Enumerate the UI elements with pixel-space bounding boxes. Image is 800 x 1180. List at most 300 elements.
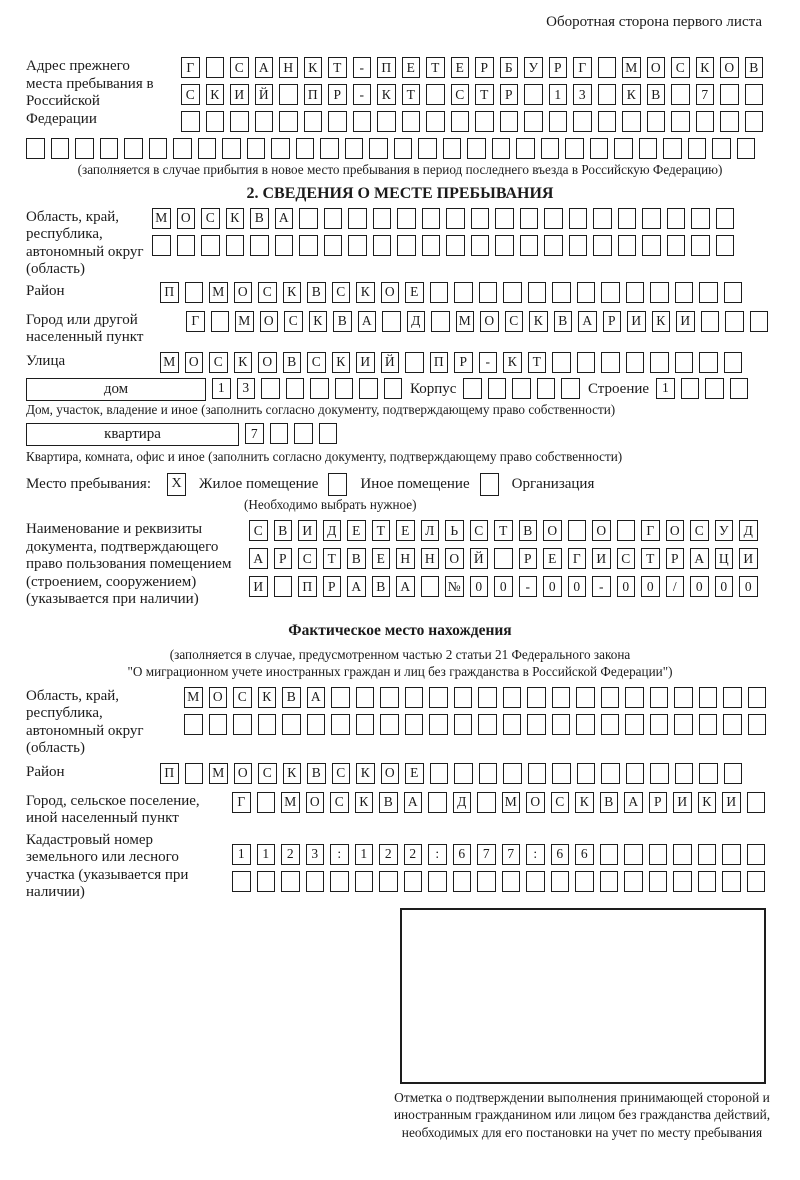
form-cell: Е — [396, 520, 415, 541]
form-cell: В — [283, 352, 302, 373]
form-cell — [369, 138, 388, 159]
form-cell: О — [381, 282, 400, 303]
form-cell — [748, 687, 767, 708]
form-cell — [488, 378, 507, 399]
form-cell — [479, 763, 498, 784]
form-cell — [299, 235, 318, 256]
form-cell — [211, 311, 230, 332]
form-cell — [552, 714, 571, 735]
form-cell — [75, 138, 94, 159]
form-cell — [601, 687, 620, 708]
form-cell — [598, 84, 617, 105]
form-cell: 1 — [656, 378, 675, 399]
form-cell — [716, 208, 735, 229]
actual-location-title: Фактическое место нахождения — [288, 621, 512, 639]
form-cell — [569, 235, 588, 256]
form-cell: С — [258, 282, 277, 303]
cell-row — [160, 282, 742, 303]
form-cell — [503, 714, 522, 735]
option-organization-label: Организация — [511, 475, 595, 492]
form-cell — [152, 235, 171, 256]
form-cell — [601, 763, 620, 784]
form-cell — [747, 871, 766, 892]
form-cell — [478, 714, 497, 735]
field-cadastral — [26, 831, 774, 902]
form-cell: 0 — [470, 576, 489, 597]
form-cell: К — [529, 311, 548, 332]
form-cell: С — [671, 57, 690, 78]
form-cell — [593, 235, 612, 256]
field-district — [26, 282, 774, 303]
form-cell — [471, 208, 490, 229]
form-cell: В — [333, 311, 352, 332]
form-cell: С — [181, 84, 200, 105]
form-cell — [356, 714, 375, 735]
form-cell — [642, 235, 661, 256]
cell-row — [26, 138, 774, 159]
form-cell — [226, 235, 245, 256]
form-cell: К — [356, 282, 375, 303]
form-cell — [198, 138, 217, 159]
form-cell — [674, 714, 693, 735]
form-cell: У — [524, 57, 543, 78]
form-cell — [625, 687, 644, 708]
form-cell: Т — [528, 352, 547, 373]
form-cell: 1 — [549, 84, 568, 105]
form-cell — [601, 352, 620, 373]
form-cell — [598, 111, 617, 132]
form-cell — [405, 714, 424, 735]
form-cell — [471, 235, 490, 256]
form-cell — [222, 138, 241, 159]
form-cell: К — [377, 84, 396, 105]
form-cell — [698, 844, 717, 865]
cell-row — [186, 311, 768, 332]
option-residential-label: Жилое помещение — [199, 475, 319, 492]
form-cell — [691, 208, 710, 229]
form-cell — [307, 714, 326, 735]
form-cell: Р — [328, 84, 347, 105]
form-cell: 3 — [237, 378, 256, 399]
form-cell: И — [627, 311, 646, 332]
form-cell: Й — [255, 84, 274, 105]
form-cell — [503, 687, 522, 708]
form-cell — [520, 235, 539, 256]
form-cell — [479, 282, 498, 303]
prev-address-rows — [181, 57, 763, 138]
form-cell — [428, 871, 447, 892]
form-cell — [271, 138, 290, 159]
form-cell — [428, 792, 447, 813]
cadastral-label: Кадастровый номер земельного или лесного участка (указывается при наличии) — [26, 831, 189, 900]
form-cell: Р — [603, 311, 622, 332]
form-cell — [26, 138, 45, 159]
form-cell — [618, 208, 637, 229]
form-cell — [356, 687, 375, 708]
form-cell: П — [430, 352, 449, 373]
form-cell — [257, 871, 276, 892]
city-label: Город или другой населенный пункт — [26, 311, 144, 345]
form-cell — [279, 111, 298, 132]
form-cell — [443, 138, 462, 159]
form-cell — [404, 871, 423, 892]
form-cell: 0 — [641, 576, 660, 597]
form-cell — [331, 714, 350, 735]
form-cell — [454, 763, 473, 784]
form-cell — [355, 871, 374, 892]
form-cell: К — [304, 57, 323, 78]
form-cell — [247, 138, 266, 159]
prev-address-label: Адрес прежнего места пребывания в Российской Федерации — [26, 58, 154, 127]
form-cell: М — [281, 792, 300, 813]
form-cell: И — [249, 576, 268, 597]
form-cell — [475, 111, 494, 132]
form-cell: 1 — [257, 844, 276, 865]
form-cell: О — [177, 208, 196, 229]
region-rows — [152, 208, 734, 262]
form-cell — [502, 871, 521, 892]
actual-location-note-2: "О миграционном учете иностранных граждан и лиц без гражданства в Российской Федерации") — [127, 664, 673, 679]
form-cell — [324, 208, 343, 229]
cell-row — [181, 111, 763, 132]
form-cell: С — [690, 520, 709, 541]
form-cell: М — [502, 792, 521, 813]
form-cell — [463, 378, 482, 399]
field-city-actual — [26, 792, 774, 828]
form-cell — [549, 111, 568, 132]
form-cell — [516, 138, 535, 159]
form-cell — [257, 792, 276, 813]
form-cell — [524, 111, 543, 132]
form-cell — [286, 378, 305, 399]
form-cell: В — [282, 687, 301, 708]
form-cell: Е — [347, 520, 366, 541]
form-cell: К — [283, 282, 302, 303]
cell-row — [184, 687, 766, 708]
form-cell: О — [306, 792, 325, 813]
cell-row — [232, 844, 765, 865]
form-cell: П — [160, 282, 179, 303]
form-cell: Б — [500, 57, 519, 78]
form-cell: Т — [328, 57, 347, 78]
form-cell: О — [526, 792, 545, 813]
form-cell: А — [307, 687, 326, 708]
form-cell — [454, 687, 473, 708]
form-cell — [698, 871, 717, 892]
form-cell: П — [298, 576, 317, 597]
form-cell — [617, 520, 636, 541]
form-cell: 6 — [453, 844, 472, 865]
form-cell — [681, 378, 700, 399]
form-cell — [492, 138, 511, 159]
checkbox-residential: X — [167, 473, 186, 496]
street-label: Улица — [26, 352, 66, 369]
form-cell — [614, 138, 633, 159]
cell-row — [249, 576, 758, 597]
form-cell: 2 — [404, 844, 423, 865]
form-cell — [626, 352, 645, 373]
form-cell — [573, 111, 592, 132]
form-cell: Д — [407, 311, 426, 332]
form-cell — [675, 763, 694, 784]
form-cell — [261, 378, 280, 399]
form-cell — [359, 378, 378, 399]
form-cell: 2 — [379, 844, 398, 865]
form-cell: М — [209, 763, 228, 784]
option-other-premises-label: Иное помещение — [360, 475, 470, 492]
form-cell: П — [160, 763, 179, 784]
form-cell: К — [309, 311, 328, 332]
region-actual-rows — [184, 687, 766, 741]
form-cell — [737, 138, 756, 159]
form-cell: Е — [372, 548, 391, 569]
form-cell — [446, 208, 465, 229]
form-cell: Д — [323, 520, 342, 541]
form-cell — [600, 844, 619, 865]
form-cell — [281, 871, 300, 892]
form-cell — [722, 844, 741, 865]
form-cell — [720, 111, 739, 132]
form-cell — [565, 138, 584, 159]
form-cell: Н — [421, 548, 440, 569]
form-cell: 7 — [245, 423, 264, 444]
form-cell: 3 — [306, 844, 325, 865]
form-cell — [467, 138, 486, 159]
form-cell: Г — [568, 548, 587, 569]
form-cell: О — [258, 352, 277, 373]
form-cell — [723, 714, 742, 735]
prev-address-note: (заполняется в случае прибытия в новое место пребывания в период последнего въезда в Российскую Федерацию) — [77, 162, 723, 177]
form-cell: Г — [232, 792, 251, 813]
form-cell: К — [575, 792, 594, 813]
form-cell — [430, 763, 449, 784]
form-cell — [552, 352, 571, 373]
form-cell — [331, 687, 350, 708]
form-cell — [373, 208, 392, 229]
form-cell — [477, 871, 496, 892]
form-cell — [394, 138, 413, 159]
cell-row — [160, 352, 742, 373]
house-type-box: дом — [26, 378, 206, 401]
form-cell — [541, 138, 560, 159]
form-cell — [320, 138, 339, 159]
form-cell: С — [307, 352, 326, 373]
form-cell — [675, 282, 694, 303]
form-cell — [405, 687, 424, 708]
form-cell — [282, 714, 301, 735]
form-cell: Р — [666, 548, 685, 569]
form-cell — [429, 687, 448, 708]
form-cell — [650, 714, 669, 735]
field-district-actual — [26, 763, 774, 784]
form-cell — [649, 871, 668, 892]
form-cell — [568, 520, 587, 541]
form-cell: С — [249, 520, 268, 541]
form-cell — [748, 714, 767, 735]
form-cell: Н — [279, 57, 298, 78]
form-cell: С — [298, 548, 317, 569]
form-cell — [421, 576, 440, 597]
form-cell — [184, 714, 203, 735]
form-cell — [577, 352, 596, 373]
form-cell — [379, 871, 398, 892]
form-cell — [671, 84, 690, 105]
form-cell — [716, 235, 735, 256]
form-cell: К — [622, 84, 641, 105]
field-document — [26, 520, 774, 609]
form-cell — [745, 111, 764, 132]
cell-row — [232, 792, 765, 813]
form-cell — [382, 311, 401, 332]
form-cell: С — [233, 687, 252, 708]
form-cell — [418, 138, 437, 159]
form-cell: Д — [739, 520, 758, 541]
form-cell: 7 — [477, 844, 496, 865]
form-cell: Р — [519, 548, 538, 569]
form-cell: 0 — [690, 576, 709, 597]
form-cell — [674, 687, 693, 708]
page-title: Оборотная сторона первого листа — [546, 14, 762, 30]
form-cell — [454, 714, 473, 735]
form-cell — [624, 871, 643, 892]
form-cell: О — [185, 352, 204, 373]
form-cell — [639, 138, 658, 159]
form-cell: В — [379, 792, 398, 813]
form-cell: А — [347, 576, 366, 597]
form-cell: К — [652, 311, 671, 332]
form-cell — [348, 208, 367, 229]
stay-type-note: (Необходимо выбрать нужное) — [244, 496, 417, 512]
form-cell: 2 — [281, 844, 300, 865]
form-cell — [405, 352, 424, 373]
document-rows — [249, 520, 758, 604]
form-cell: Т — [323, 548, 342, 569]
form-cell: И — [356, 352, 375, 373]
form-cell — [209, 714, 228, 735]
form-cell: Р — [649, 792, 668, 813]
form-cell — [699, 714, 718, 735]
form-cell — [304, 111, 323, 132]
checkbox-other-premises — [328, 473, 347, 496]
form-cell — [723, 687, 742, 708]
form-cell — [747, 792, 766, 813]
form-cell — [206, 57, 225, 78]
form-cell — [232, 871, 251, 892]
form-cell: Р — [274, 548, 293, 569]
form-cell — [477, 792, 496, 813]
form-cell — [429, 714, 448, 735]
form-cell: О — [381, 763, 400, 784]
form-cell — [667, 235, 686, 256]
form-cell: К — [258, 687, 277, 708]
form-cell: Т — [641, 548, 660, 569]
cell-row — [245, 423, 337, 444]
form-cell: А — [404, 792, 423, 813]
form-cell — [618, 235, 637, 256]
form-cell: В — [372, 576, 391, 597]
form-cell: : — [526, 844, 545, 865]
form-cell: И — [722, 792, 741, 813]
form-cell — [230, 111, 249, 132]
form-cell: Г — [181, 57, 200, 78]
section2-title: 2. СВЕДЕНИЯ О МЕСТЕ ПРЕБЫВАНИЯ — [246, 184, 554, 202]
form-cell: Й — [470, 548, 489, 569]
form-cell: И — [298, 520, 317, 541]
form-cell — [747, 844, 766, 865]
field-stay-type — [26, 473, 774, 496]
form-cell — [626, 763, 645, 784]
form-cell: № — [445, 576, 464, 597]
form-cell: Е — [543, 548, 562, 569]
form-cell — [503, 763, 522, 784]
form-cell: Р — [549, 57, 568, 78]
form-cell: С — [258, 763, 277, 784]
form-cell: Н — [396, 548, 415, 569]
form-cell: Е — [405, 763, 424, 784]
form-cell — [185, 763, 204, 784]
form-cell: К — [234, 352, 253, 373]
form-cell: П — [304, 84, 323, 105]
form-cell — [673, 844, 692, 865]
form-cell — [551, 871, 570, 892]
form-cell: П — [377, 57, 396, 78]
form-cell — [233, 714, 252, 735]
form-cell: К — [226, 208, 245, 229]
form-cell — [590, 138, 609, 159]
cell-row — [160, 763, 742, 784]
form-cell — [446, 235, 465, 256]
form-cell — [258, 714, 277, 735]
form-cell: Т — [372, 520, 391, 541]
form-cell: Т — [494, 520, 513, 541]
cell-row — [184, 714, 766, 735]
form-cell — [373, 235, 392, 256]
cell-row — [181, 84, 763, 105]
form-cell — [593, 208, 612, 229]
form-cell: - — [519, 576, 538, 597]
field-street — [26, 352, 774, 373]
form-cell: О — [666, 520, 685, 541]
form-cell — [699, 352, 718, 373]
form-cell — [310, 378, 329, 399]
stay-type-label: Место пребывания: — [26, 475, 151, 492]
form-cell: В — [347, 548, 366, 569]
form-cell — [430, 282, 449, 303]
form-cell: 3 — [573, 84, 592, 105]
form-cell — [626, 282, 645, 303]
form-cell: И — [673, 792, 692, 813]
form-cell: И — [676, 311, 695, 332]
form-cell — [537, 378, 556, 399]
form-cell — [720, 84, 739, 105]
form-cell: Д — [453, 792, 472, 813]
document-label: Наименование и реквизиты документа, подтверждающего право пользования помещением (строением, сооружением) (указывается при наличии) — [26, 521, 232, 607]
form-cell: А — [255, 57, 274, 78]
form-cell: 1 — [212, 378, 231, 399]
form-cell: С — [617, 548, 636, 569]
form-cell — [384, 378, 403, 399]
form-cell: В — [600, 792, 619, 813]
form-cell: К — [283, 763, 302, 784]
form-cell — [380, 714, 399, 735]
form-cell: Р — [323, 576, 342, 597]
form-cell — [650, 763, 669, 784]
form-cell — [576, 687, 595, 708]
field-apartment — [26, 423, 774, 446]
form-cell: О — [480, 311, 499, 332]
form-cell: / — [666, 576, 685, 597]
form-cell: С — [230, 57, 249, 78]
